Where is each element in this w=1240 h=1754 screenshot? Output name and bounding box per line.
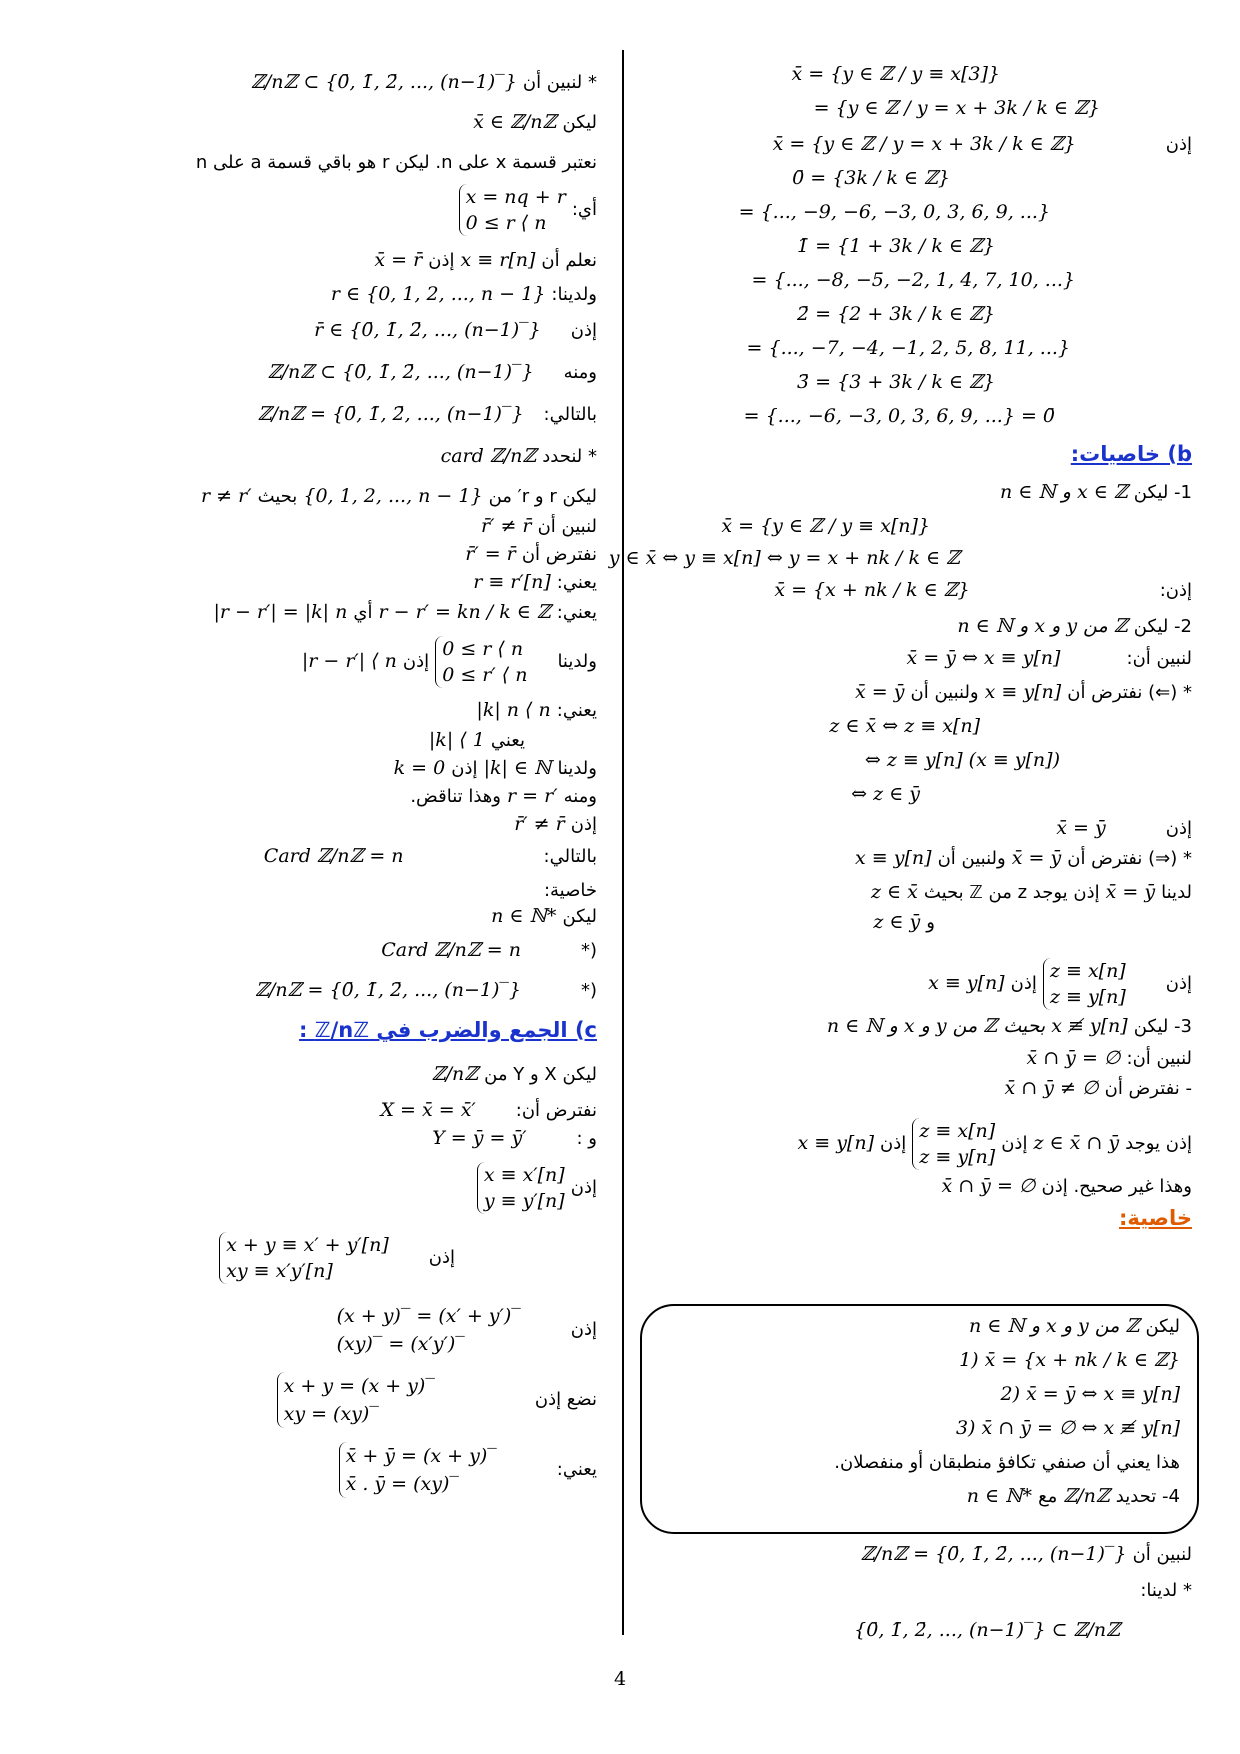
eq-line: x̄ = {y ∈ ℤ / y ≡ x[3]} bbox=[791, 63, 1000, 85]
eq-line: = {..., −6, −3, 0, 3, 6, 9, ...} = 0̄ bbox=[743, 405, 1055, 427]
prop2-and: و z ∈ ȳ bbox=[873, 911, 935, 933]
left-line: لنبين أن r̄′ ≠ r̄ bbox=[481, 515, 597, 537]
right-column bbox=[608, 52, 1200, 1642]
prop1-line: 1- ليكن n ∈ ℕ و x ∈ ℤ bbox=[999, 481, 1192, 503]
eq-line: إذنx̄ = {y ∈ ℤ / y = x + 3k / k ∈ ℤ} bbox=[772, 133, 1192, 155]
left-line: خاصية: bbox=[543, 880, 597, 901]
heading-addition-multiplication: c) الجمع والضرب في ℤ/nℤ : bbox=[299, 1018, 597, 1042]
prop2-dir2: * (⇒) نفترض أن x̄ = ȳ ولنبين أن x ≡ y[n] bbox=[855, 847, 1192, 869]
left-line: نضع إذنx + y = (x + y)‾ xy = (xy)‾ bbox=[277, 1372, 597, 1428]
eq-line: x̄ = {y ∈ ℤ / y ≡ x[n]} bbox=[721, 515, 930, 537]
left-line: يعني: |k| n ⟨ n bbox=[476, 699, 597, 721]
prop3-line: 3- ليكن n ∈ ℕ و x و y من ℤ بحيث x ≢ y[n] bbox=[826, 1015, 1192, 1037]
left-line: ومنهℤ/nℤ ⊂ {0̄, 1̄, 2̄, ..., (n−1)‾} bbox=[267, 361, 597, 383]
eq-line: {0̄, 1̄, 2̄, ..., (n−1)‾} ⊂ ℤ/nℤ bbox=[854, 1619, 1120, 1641]
left-line: ولدينا0 ≤ r ⟨ n 0 ≤ r′ ⟨ n إذن |r − r′| ⟨ n bbox=[301, 638, 597, 686]
prop1-conclusion: إذن:x̄ = {x + nk / k ∈ ℤ} bbox=[774, 579, 1192, 601]
left-line: نفترض أن:X = x̄ = x̄′ bbox=[380, 1099, 597, 1121]
eq-line: = {..., −9, −6, −3, 0, 3, 6, 9, ...} bbox=[738, 201, 1050, 223]
left-line: ولدينا |k| ∈ ℕ إذن k = 0 bbox=[393, 757, 597, 779]
left-line: ومنه r = r′ وهذا تناقض. bbox=[410, 785, 597, 807]
left-line: إذنx + y ≡ x′ + y′[n] xy ≡ x′y′[n] bbox=[219, 1232, 455, 1284]
heading-property: خاصية: bbox=[1118, 1206, 1192, 1230]
box-line: 1) x̄ = {x + nk / k ∈ ℤ} bbox=[959, 1349, 1180, 1371]
prop2-line: 2- ليكن n ∈ ℕ و x و y من ℤ bbox=[957, 615, 1192, 637]
left-line: * لنبين أن ℤ/nℤ ⊂ {0̄, 1̄, 2̄, ..., (n−1)‾} bbox=[250, 71, 597, 93]
prop2-goal: لنبين أن: x̄ = ȳ ⇔ x ≡ y[n] bbox=[906, 647, 1192, 669]
left-line: بالتالي:ℤ/nℤ = {0̄, 1̄, 2̄, ..., (n−1)‾} bbox=[257, 403, 597, 425]
eq-line: ⇔ z ≡ y[n] (x ≡ y[n]) bbox=[864, 749, 1060, 771]
left-line: إذنr̄ ∈ {0̄, 1̄, 2̄, ..., (n−1)‾} bbox=[314, 319, 597, 341]
eq-line: y ∈ x̄ ⇔ y ≡ x[n] ⇔ y = x + nk / k ∈ ℤ bbox=[608, 547, 960, 569]
left-line: و :Y = ȳ = ȳ′ bbox=[432, 1127, 597, 1149]
box-line: 3) x̄ ∩ ȳ = ∅ ⇔ x ≢ y[n] bbox=[955, 1417, 1180, 1439]
left-line: ليكن X و Y من ℤ/nℤ bbox=[431, 1063, 597, 1085]
left-line: نفترض أن r̄′ = r̄ bbox=[465, 543, 597, 565]
prop2-conc1: إذنx̄ = ȳ bbox=[1056, 817, 1192, 839]
left-line: يعني |k| ⟨ 1 bbox=[428, 729, 525, 751]
box-line: هذا يعني أن صنفي تكافؤ منطبقان أو منفصلان. bbox=[834, 1452, 1180, 1473]
page-number: 4 bbox=[613, 1668, 627, 1690]
left-line: إذن x ≡ x′[n] y ≡ y′[n] bbox=[477, 1162, 597, 1214]
eq-line: = {..., −8, −5, −2, 1, 4, 7, 10, ...} bbox=[751, 269, 1075, 291]
left-line: يعني: r ≡ r′[n] bbox=[473, 571, 597, 593]
box-line: 4- تحديد ℤ/nℤ مع n ∈ ℕ* bbox=[966, 1485, 1180, 1507]
we-have: * لدينا: bbox=[1140, 1580, 1192, 1601]
prop2-dir1: * (⇐) نفترض أن x ≡ y[n] ولنبين أن x̄ = ȳ bbox=[855, 681, 1192, 703]
prop2-have: لدينا x̄ = ȳ إذن يوجد z من ℤ بحيث z ∈ x̄ bbox=[870, 881, 1192, 903]
left-line: (*ℤ/nℤ = {0̄, 1̄, 2̄, ..., (n−1)‾} bbox=[255, 979, 597, 1001]
left-line: يعني:x̄ + ȳ = (x + y)‾ x̄ . ȳ = (xy)‾ bbox=[339, 1442, 597, 1498]
eq-line: z ∈ x̄ ⇔ z ≡ x[n] bbox=[829, 715, 980, 737]
eq-line: ⇔ z ∈ ȳ bbox=[851, 783, 920, 805]
left-line: (*Card ℤ/nℤ = n bbox=[381, 939, 597, 961]
prop3-conc: وهذا غير صحيح. إذن x̄ ∩ ȳ = ∅ bbox=[941, 1175, 1192, 1197]
prop3-assume: - نفترض أن x̄ ∩ ȳ ≠ ∅ bbox=[1004, 1077, 1192, 1099]
eq-line: = {..., −7, −4, −1, 2, 5, 8, 11, ...} bbox=[746, 337, 1070, 359]
eq-line: = {y ∈ ℤ / y = x + 3k / k ∈ ℤ} bbox=[813, 97, 1100, 119]
box-line: 2) x̄ = ȳ ⇔ x ≡ y[n] bbox=[1000, 1383, 1180, 1405]
eq-line: 2̄ = {2 + 3k / k ∈ ℤ} bbox=[797, 303, 995, 325]
left-line: نعتبر قسمة x على n. ليكن r هو باقي قسمة a على n bbox=[195, 152, 597, 173]
prop2-conc2: إذنz ≡ x[n] z ≡ y[n] إذن x ≡ y[n] bbox=[928, 960, 1192, 1008]
left-line: ليكن x̄ ∈ ℤ/nℤ bbox=[473, 111, 597, 133]
left-column bbox=[45, 52, 605, 1642]
eq-line: 1̄ = {1 + 3k / k ∈ ℤ} bbox=[797, 235, 995, 257]
left-line: ليكن r و r′ من {0, 1, 2, ..., n − 1} بحيث r ≠ r′ bbox=[201, 485, 597, 507]
column-divider bbox=[622, 50, 624, 1635]
after-box-line: لنبين أن ℤ/nℤ = {0̄, 1̄, 2̄, ..., (n−1)‾} bbox=[860, 1543, 1192, 1565]
eq-line: 3̄ = {3 + 3k / k ∈ ℤ} bbox=[797, 371, 995, 393]
left-line: إذن r̄′ ≠ r̄ bbox=[514, 813, 597, 835]
prop3-exists: إذن يوجد z ∈ x̄ ∩ ȳ إذن z ≡ x[n] z ≡ y[n] إذن x ≡ y[n] bbox=[797, 1120, 1192, 1168]
left-line: بالتالي:Card ℤ/nℤ = n bbox=[263, 845, 597, 867]
left-line: إذن(x + y)‾ = (x′ + y′)‾ (xy)‾ = (x′y′)‾ bbox=[336, 1305, 597, 1355]
left-line: نعلم أن x ≡ r[n] إذن x̄ = r̄ bbox=[374, 249, 597, 271]
prop3-goal: لنبين أن: x̄ ∩ ȳ = ∅ bbox=[1026, 1047, 1192, 1069]
eq-line: 0̄ = {3k / k ∈ ℤ} bbox=[792, 167, 950, 189]
heading-properties: b) خاصيات: bbox=[1070, 442, 1192, 466]
left-line: ليكن n ∈ ℕ* bbox=[491, 905, 597, 927]
left-line: يعني: r − r′ = kn / k ∈ ℤ أي |r − r′| = |k| n bbox=[213, 601, 597, 623]
left-line: ولدينا: r ∈ {0, 1, 2, ..., n − 1} bbox=[330, 283, 597, 305]
left-line: أي: x = nq + r 0 ≤ r ⟨ n bbox=[459, 184, 597, 236]
left-line: * لنحدد card ℤ/nℤ bbox=[440, 445, 597, 467]
box-line: ليكن n ∈ ℕ و x و y من ℤ bbox=[969, 1315, 1180, 1337]
